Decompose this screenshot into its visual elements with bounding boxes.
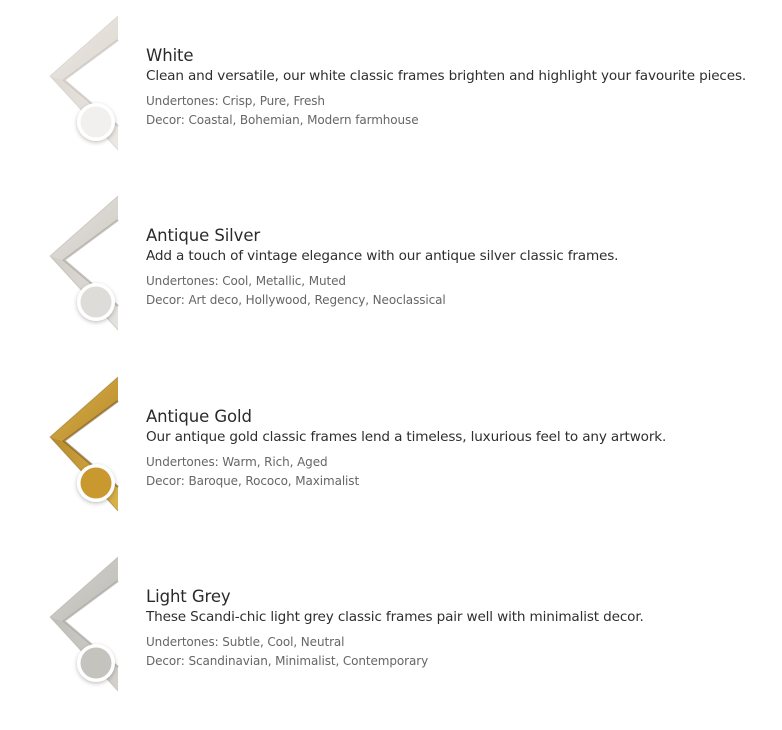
frame-option-details xyxy=(146,226,776,310)
decor-value: Baroque, Rococo, Maximalist xyxy=(188,474,360,488)
frame-option-details xyxy=(146,587,776,671)
decor-line xyxy=(146,652,776,671)
frame-corner-image xyxy=(46,375,126,525)
decor-label: Decor: xyxy=(146,654,185,668)
frame-description: These Scandi-chic light grey classic frames pair well with minimalist decor. xyxy=(146,609,644,625)
undertones-value: Warm, Rich, Aged xyxy=(222,455,328,469)
undertones-line xyxy=(146,272,776,291)
undertones-line xyxy=(146,92,776,111)
frame-corner-image xyxy=(46,14,126,164)
frame-option-details xyxy=(146,407,776,491)
undertones-label: Undertones: xyxy=(146,94,219,108)
frame-option-antique-silver[interactable] xyxy=(0,194,782,354)
undertones-value: Cool, Metallic, Muted xyxy=(222,274,346,288)
decor-line xyxy=(146,111,776,130)
decor-label: Decor: xyxy=(146,293,185,307)
frame-colour-name: Antique Gold xyxy=(146,407,252,426)
frame-corner-image xyxy=(46,555,126,705)
undertones-label: Undertones: xyxy=(146,635,219,649)
undertones-label: Undertones: xyxy=(146,455,219,469)
frame-option-details xyxy=(146,46,776,130)
frame-corner-image xyxy=(46,194,126,344)
frame-colour-name: White xyxy=(146,46,194,65)
frame-description: Add a touch of vintage elegance with our antique silver classic frames. xyxy=(146,248,619,264)
frame-option-light-grey[interactable] xyxy=(0,555,782,715)
frame-option-antique-gold[interactable] xyxy=(0,375,782,535)
colour-swatch xyxy=(81,287,112,318)
decor-line xyxy=(146,472,776,491)
decor-label: Decor: xyxy=(146,474,185,488)
colour-swatch xyxy=(81,648,112,679)
frame-description: Our antique gold classic frames lend a timeless, luxurious feel to any artwork. xyxy=(146,429,667,445)
colour-swatch xyxy=(81,468,112,499)
frame-description: Clean and versatile, our white classic frames brighten and highlight your favourite pieces. xyxy=(146,68,747,84)
decor-value: Coastal, Bohemian, Modern farmhouse xyxy=(188,113,419,127)
undertones-value: Crisp, Pure, Fresh xyxy=(222,94,325,108)
frame-colour-name: Light Grey xyxy=(146,587,231,606)
decor-value: Scandinavian, Minimalist, Contemporary xyxy=(188,654,429,668)
undertones-value: Subtle, Cool, Neutral xyxy=(222,635,345,649)
frame-colour-name: Antique Silver xyxy=(146,226,261,245)
undertones-label: Undertones: xyxy=(146,274,219,288)
decor-line xyxy=(146,291,776,310)
undertones-line xyxy=(146,633,776,652)
frame-option-white[interactable] xyxy=(0,14,782,174)
undertones-line xyxy=(146,453,776,472)
decor-label: Decor: xyxy=(146,113,185,127)
decor-value: Art deco, Hollywood, Regency, Neoclassical xyxy=(188,293,446,307)
colour-swatch xyxy=(81,107,112,138)
